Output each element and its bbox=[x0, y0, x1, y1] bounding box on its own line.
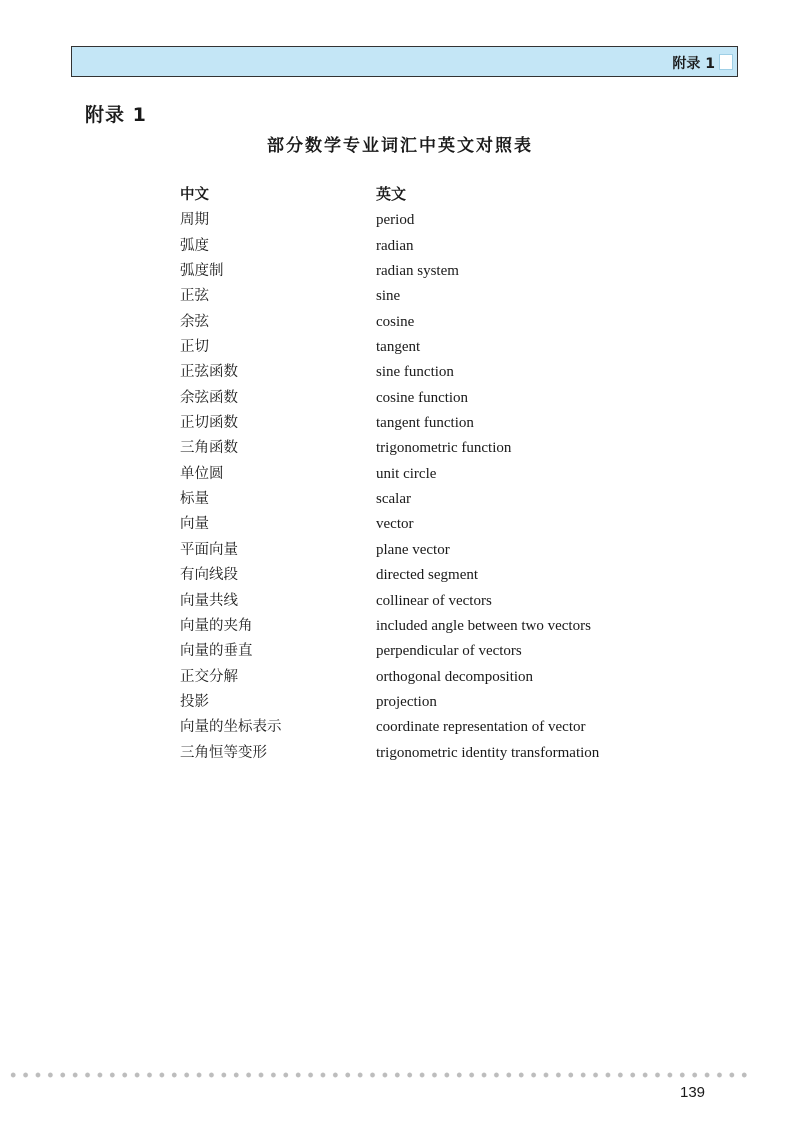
table-row bbox=[180, 691, 700, 716]
term-english: sine bbox=[376, 288, 401, 305]
term-chinese: 向量的垂直 bbox=[180, 643, 253, 660]
table-row bbox=[180, 437, 700, 462]
header-label: 附录 1 bbox=[672, 56, 715, 72]
term-english: orthogonal decomposition bbox=[376, 668, 534, 685]
term-chinese: 弧度制 bbox=[180, 263, 224, 280]
term-english: trigonometric identity transformation bbox=[376, 744, 600, 761]
term-english: directed segment bbox=[376, 567, 479, 584]
term-chinese: 投影 bbox=[180, 693, 209, 710]
table-row bbox=[180, 361, 700, 386]
term-chinese: 正交分解 bbox=[180, 668, 238, 685]
term-english: radian system bbox=[376, 263, 459, 280]
table-row bbox=[180, 488, 700, 513]
term-chinese: 正弦 bbox=[180, 288, 209, 305]
term-chinese: 三角函数 bbox=[180, 440, 238, 457]
term-chinese: 有向线段 bbox=[180, 567, 238, 584]
table-row bbox=[180, 564, 700, 589]
term-english: plane vector bbox=[376, 541, 450, 558]
term-english: collinear of vectors bbox=[376, 592, 492, 609]
table-row bbox=[180, 285, 700, 310]
term-english: projection bbox=[376, 693, 437, 710]
table-row bbox=[180, 260, 700, 285]
term-chinese: 向量共线 bbox=[180, 592, 238, 609]
column-header-chinese: 中文 bbox=[180, 187, 209, 203]
term-english: unit circle bbox=[376, 465, 437, 482]
term-english: sine function bbox=[376, 364, 454, 381]
term-english: radian bbox=[376, 237, 414, 254]
header-bar bbox=[71, 46, 738, 77]
term-english: included angle between two vectors bbox=[376, 617, 591, 634]
table-row bbox=[180, 311, 700, 336]
term-chinese: 正切 bbox=[180, 339, 209, 356]
term-chinese: 余弦函数 bbox=[180, 389, 238, 406]
term-chinese: 三角恒等变形 bbox=[180, 744, 267, 761]
term-chinese: 平面向量 bbox=[180, 541, 238, 558]
table-row bbox=[180, 336, 700, 361]
table-row bbox=[180, 387, 700, 412]
header-square-icon bbox=[719, 54, 733, 70]
table-row bbox=[180, 640, 700, 665]
term-chinese: 余弦 bbox=[180, 313, 209, 330]
term-english: coordinate representation of vector bbox=[376, 719, 586, 736]
table-row bbox=[180, 539, 700, 564]
page-number: 139 bbox=[680, 1084, 706, 1101]
term-english: tangent function bbox=[376, 415, 474, 432]
term-english: cosine function bbox=[376, 389, 469, 406]
dotted-footer-rule bbox=[7, 1072, 752, 1078]
table-row bbox=[180, 513, 700, 538]
term-chinese: 向量的坐标表示 bbox=[180, 719, 282, 736]
table-row bbox=[180, 235, 700, 260]
vocabulary-table bbox=[180, 184, 700, 767]
table-row bbox=[180, 209, 700, 234]
table-row bbox=[180, 590, 700, 615]
term-english: scalar bbox=[376, 491, 411, 508]
term-chinese: 标量 bbox=[180, 491, 209, 508]
term-chinese: 周期 bbox=[180, 212, 209, 229]
term-chinese: 向量的夹角 bbox=[180, 617, 253, 634]
term-chinese: 正切函数 bbox=[180, 415, 238, 432]
page-title: 部分数学专业词汇中英文对照表 bbox=[267, 136, 533, 156]
term-english: vector bbox=[376, 516, 414, 533]
table-row bbox=[180, 742, 700, 767]
table-row bbox=[180, 716, 700, 741]
column-header-english: 英文 bbox=[376, 187, 407, 203]
term-english: period bbox=[376, 212, 415, 229]
term-english: cosine bbox=[376, 313, 415, 330]
table-row bbox=[180, 666, 700, 691]
table-row bbox=[180, 412, 700, 437]
term-chinese: 向量 bbox=[180, 516, 209, 533]
term-chinese: 弧度 bbox=[180, 237, 209, 254]
table-header-row bbox=[180, 184, 700, 209]
term-english: trigonometric function bbox=[376, 440, 512, 457]
term-english: tangent bbox=[376, 339, 421, 356]
table-row bbox=[180, 615, 700, 640]
table-row bbox=[180, 463, 700, 488]
term-chinese: 单位圆 bbox=[180, 465, 224, 482]
term-english: perpendicular of vectors bbox=[376, 643, 522, 660]
term-chinese: 正弦函数 bbox=[180, 364, 238, 381]
appendix-title: 附录 1 bbox=[85, 104, 147, 126]
